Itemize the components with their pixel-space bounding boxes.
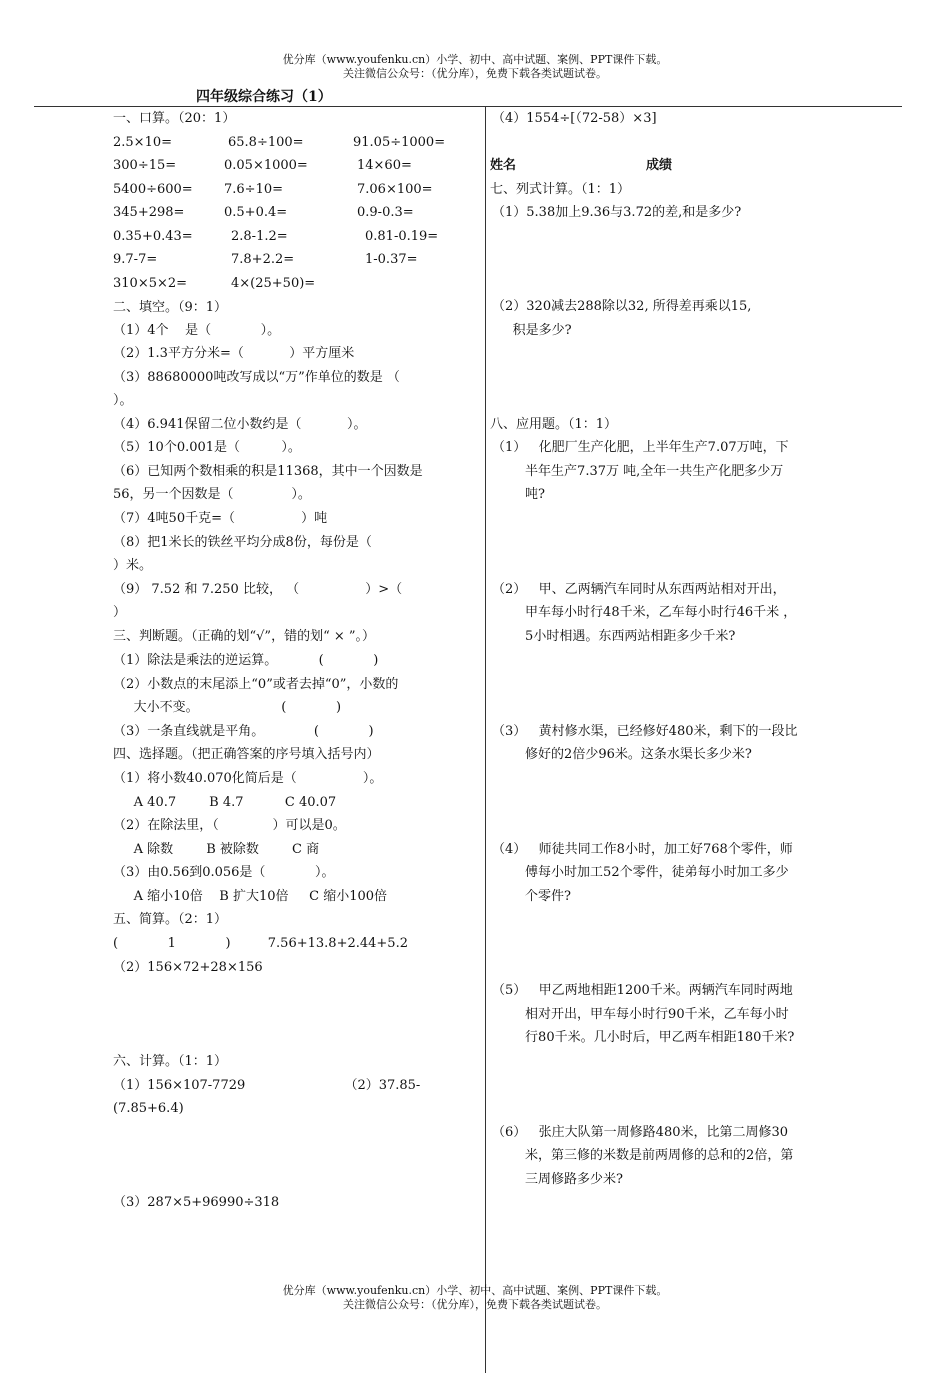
column-divider bbox=[485, 107, 486, 1373]
expr-question: （1）5.38加上9.36与3.72的差,和是多少? bbox=[492, 205, 742, 220]
section-2-heading: 二、填空。（9：1） bbox=[113, 300, 228, 315]
section-8-heading: 八、应用题。（1：1） bbox=[490, 417, 618, 432]
oral-item: 7.6÷10= bbox=[224, 182, 284, 197]
choice-item: （2）在除法里，（ ）可以是0。 bbox=[113, 818, 346, 833]
oral-item: 2.8-1.2= bbox=[231, 229, 288, 244]
oral-item: 0.9-0.3= bbox=[357, 205, 414, 220]
header-line-1: 优分库（www.youfenku.cn）小学、初中、高中试题、案例、PPT课件下载。 bbox=[282, 53, 668, 66]
word-problem: 米，第三修的米数是前两周修的总和的2倍，第 bbox=[492, 1148, 794, 1163]
calc-item: （3）287×5+96990÷318 bbox=[113, 1195, 280, 1210]
fill-item: （7）4吨50千克=（ ）吨 bbox=[113, 511, 328, 526]
footer-line-2: 关注微信公众号：（优分库），免费下载各类试题试卷。 bbox=[343, 1298, 607, 1311]
word-problem: （6） 张庄大队第一周修路480米，比第二周修30 bbox=[492, 1125, 789, 1140]
word-problem: 甲车每小时行48千米，乙车每小时行46千米 ， bbox=[492, 605, 797, 620]
word-problem: （2） 甲、乙两辆汽车同时从东西两站相对开出， bbox=[492, 582, 786, 597]
section-7-heading: 七、列式计算。（1：1） bbox=[490, 182, 631, 197]
word-problem: （5） 甲乙两地相距1200千米。两辆汽车同时两地 bbox=[492, 983, 793, 998]
title-rule bbox=[34, 106, 902, 107]
calc-item: (7.85+6.4) bbox=[113, 1101, 184, 1116]
calc-item: （4）1554÷[（72-58）×3] bbox=[492, 111, 657, 126]
choice-options: A 40.7 B 4.7 C 40.07 bbox=[113, 795, 337, 810]
judge-item: （2）小数点的末尾添上“0”或者去掉“0”，小数的 bbox=[113, 677, 399, 692]
fill-item: （6）已知两个数相乘的积是11368，其中一个因数是 bbox=[113, 464, 423, 479]
judge-item: 大小不变。 ( ) bbox=[113, 700, 342, 715]
fill-item: ）米。 bbox=[113, 558, 153, 573]
fill-item: ） bbox=[113, 605, 127, 620]
word-problem: （3） 黄村修水渠，已经修好480米，剩下的一段比 bbox=[492, 724, 798, 739]
oral-item: 0.35+0.43= bbox=[113, 229, 193, 244]
header-line-2: 关注微信公众号：（优分库），免费下载各类试题试卷。 bbox=[343, 67, 607, 80]
expr-question: （2）320减去288除以32, 所得差再乘以15, bbox=[492, 299, 752, 314]
oral-item: 91.05÷1000= bbox=[353, 135, 446, 150]
oral-item: 7.06×100= bbox=[357, 182, 433, 197]
fill-item: （1）4个 是（ ）。 bbox=[113, 323, 281, 338]
oral-item: 0.5+0.4= bbox=[224, 205, 288, 220]
oral-item: 300÷15= bbox=[113, 158, 177, 173]
score-label: 成绩 bbox=[646, 158, 673, 173]
fill-item: 56，另一个因数是（ ）。 bbox=[113, 487, 311, 502]
oral-item: 4×(25+50)= bbox=[231, 276, 316, 291]
word-problem: （4） 师徒共同工作8小时，加工好768个零件，师 bbox=[492, 842, 793, 857]
section-6-heading: 六、计算。（1：1） bbox=[113, 1054, 228, 1069]
choice-item: （3）由0.56到0.056是（ ）。 bbox=[113, 865, 335, 880]
oral-item: 9.7-7= bbox=[113, 252, 158, 267]
oral-item: 345+298= bbox=[113, 205, 185, 220]
footer-line-1: 优分库（www.youfenku.cn）小学、初中、高中试题、案例、PPT课件下载。 bbox=[282, 1284, 668, 1297]
simplify-item: （2）156×72+28×156 bbox=[113, 960, 263, 975]
fill-item: （3）88680000吨改写成以“万”作单位的数是 （ bbox=[113, 370, 400, 385]
word-problem: 5小时相遇。东西两站相距多少千米? bbox=[492, 629, 736, 644]
judge-item: （3）一条直线就是平角。 ( ) bbox=[113, 724, 374, 739]
word-problem: （1） 化肥厂生产化肥，上半年生产7.07万吨，下 bbox=[492, 440, 789, 455]
choice-item: （1）将小数40.070化简后是（ ）。 bbox=[113, 771, 383, 786]
section-4-heading: 四、选择题。（把正确答案的序号填入括号内） bbox=[113, 747, 380, 762]
oral-item: 310×5×2= bbox=[113, 276, 188, 291]
oral-item: 65.8÷100= bbox=[228, 135, 304, 150]
fill-item: ）。 bbox=[113, 393, 133, 408]
word-problem: 个零件? bbox=[492, 889, 572, 904]
oral-item: 1-0.37= bbox=[365, 252, 418, 267]
word-problem: 行80千米。几小时后，甲乙两车相距180千米? bbox=[492, 1030, 795, 1045]
calc-item: （1）156×107-7729 （2）37.85- bbox=[113, 1078, 421, 1093]
section-3-heading: 三、判断题。（正确的划“√”，错的划“ × ”。） bbox=[113, 629, 376, 644]
word-problem: 相对开出，甲车每小时行90千米，乙车每小时 bbox=[492, 1007, 789, 1022]
section-1-heading: 一、口算。（20：1） bbox=[113, 111, 236, 126]
page-title: 四年级综合练习（1） bbox=[196, 89, 332, 105]
expr-question: 积是多少? bbox=[492, 323, 572, 338]
word-problem: 吨? bbox=[492, 487, 546, 502]
judge-item: （1）除法是乘法的逆运算。 ( ) bbox=[113, 653, 379, 668]
name-label: 姓名 bbox=[490, 158, 517, 173]
word-problem: 三周修路多少米? bbox=[492, 1172, 624, 1187]
section-5-heading: 五、简算。（2：1） bbox=[113, 912, 228, 927]
oral-item: 14×60= bbox=[357, 158, 412, 173]
fill-item: （9） 7.52 和 7.250 比较， （ ）>（ bbox=[113, 582, 403, 597]
word-problem: 傅每小时加工52个零件，徒弟每小时加工多少 bbox=[492, 865, 789, 880]
choice-options: A 缩小10倍 B 扩大10倍 C 缩小100倍 bbox=[113, 889, 388, 904]
fill-item: （5）10个0.001是（ ）。 bbox=[113, 440, 301, 455]
fill-item: （2）1.3平方分米=（ ）平方厘米 bbox=[113, 346, 355, 361]
choice-options: A 除数 B 被除数 C 商 bbox=[113, 842, 320, 857]
word-problem: 半年生产7.37万 吨,全年一共生产化肥多少万 bbox=[492, 464, 784, 479]
oral-item: 0.81-0.19= bbox=[365, 229, 439, 244]
simplify-item: ( 1 ) 7.56+13.8+2.44+5.2 bbox=[113, 936, 408, 951]
word-problem: 修好的2倍少96米。这条水渠长多少米? bbox=[492, 747, 752, 762]
fill-item: （4）6.941保留二位小数约是（ ）。 bbox=[113, 417, 367, 432]
oral-item: 2.5×10= bbox=[113, 135, 173, 150]
oral-item: 0.05×1000= bbox=[224, 158, 308, 173]
fill-item: （8）把1米长的铁丝平均分成8份，每份是（ bbox=[113, 535, 372, 550]
oral-item: 7.8+2.2= bbox=[231, 252, 295, 267]
oral-item: 5400÷600= bbox=[113, 182, 193, 197]
